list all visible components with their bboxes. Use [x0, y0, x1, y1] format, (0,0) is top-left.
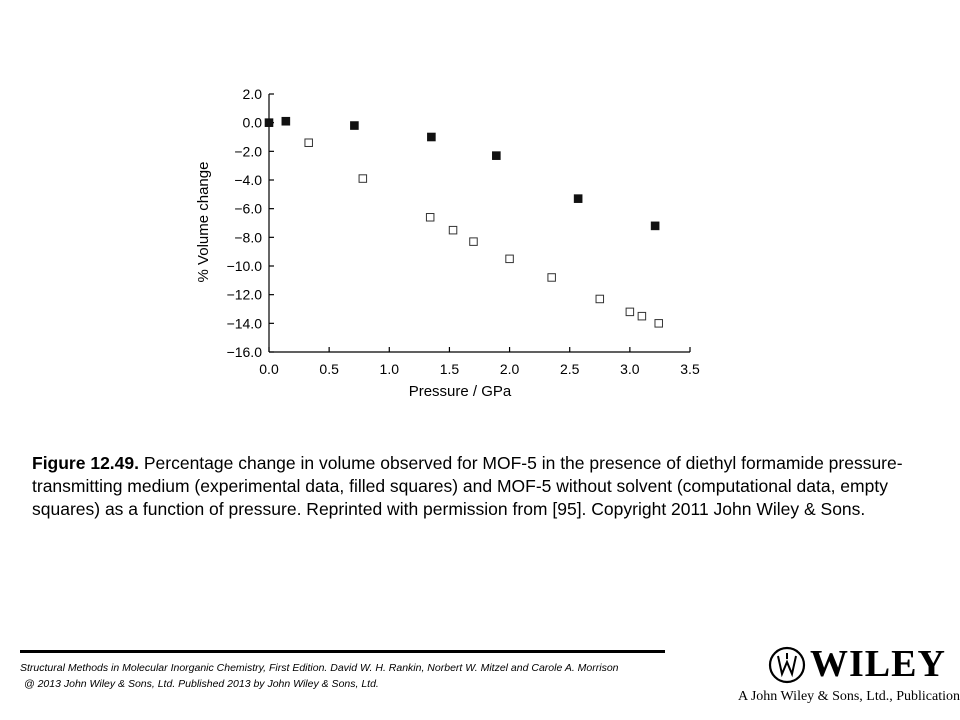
footer-divider	[20, 650, 665, 653]
filled-square-point	[350, 122, 358, 130]
empty-square-point	[626, 308, 634, 316]
y-tick-label: −8.0	[234, 229, 262, 246]
empty-square-point	[638, 312, 646, 320]
x-tick-label: 0.5	[319, 361, 339, 377]
x-tick-label: 3.5	[680, 361, 700, 377]
filled-square-point	[651, 222, 659, 230]
filled-square-point	[492, 152, 500, 160]
wiley-wordmark: WILEY	[810, 643, 946, 685]
x-tick-label: 2.5	[559, 361, 580, 377]
citation-line-1: Structural Methods in Molecular Inorganic Chemistry, First Edition. David W. H. Rankin, Norbert W. Mitzel and Carole A. Morrison	[20, 662, 619, 674]
x-tick-label: 0.0	[259, 361, 279, 377]
empty-square-point	[305, 139, 313, 147]
filled-square-point	[427, 133, 435, 141]
empty-square-point	[596, 295, 604, 303]
wiley-emblem-icon	[768, 646, 806, 684]
empty-square-point	[548, 274, 556, 282]
y-axis	[227, 86, 274, 360]
filled-square-point	[574, 195, 582, 203]
y-tick-label: 2.0	[242, 86, 262, 102]
figure-label: Figure 12.49.	[32, 453, 139, 473]
filled-square-point	[282, 117, 290, 125]
figure-caption	[32, 452, 932, 521]
empty-square-point	[506, 255, 513, 262]
x-axis-label: Pressure / GPa	[408, 383, 512, 400]
x-tick-label: 2.0	[499, 361, 520, 377]
empty-square-point	[449, 226, 457, 234]
x-tick-label: 1.0	[379, 361, 400, 377]
y-tick-label: −12.0	[226, 286, 262, 303]
y-tick-label: −10.0	[226, 258, 262, 274]
publisher-logo	[738, 642, 960, 712]
filled-square-point	[265, 119, 273, 127]
y-tick-label: −2.0	[234, 143, 262, 160]
empty-square-point	[359, 175, 367, 183]
y-tick-label: −6.0	[234, 200, 262, 217]
y-tick-label: −14.0	[226, 315, 262, 332]
empty-square-point	[470, 238, 478, 246]
y-tick-label: 0.0	[242, 114, 262, 131]
x-tick-label: 3.0	[620, 361, 640, 377]
empty-square-point	[655, 320, 663, 328]
publisher-tagline: A John Wiley & Sons, Ltd., Publication	[738, 689, 960, 704]
figure-caption-text: Percentage change in volume observed for MOF-5 in the presence of diethyl formamide pressure-transmitting medium (experimental data, filled squares) and MOF-5 without solvent (computational data, empty squares) as a function of pressure. Reprinted with permission from [95]. Copyright 2011 John Wiley & Sons.	[32, 453, 903, 519]
x-axis	[259, 347, 700, 377]
y-tick-label: −16.0	[226, 344, 262, 360]
empty-square-point	[426, 214, 434, 222]
y-axis-label: % Volume change	[195, 161, 212, 283]
citation-line-2: @ 2013 John Wiley & Sons, Ltd. Published 2013 by John Wiley & Sons, Ltd.	[24, 678, 379, 690]
x-tick-label: 1.5	[439, 361, 460, 377]
y-tick-label: −4.0	[234, 172, 262, 188]
data-points	[265, 117, 662, 327]
citation-footer	[20, 660, 740, 692]
